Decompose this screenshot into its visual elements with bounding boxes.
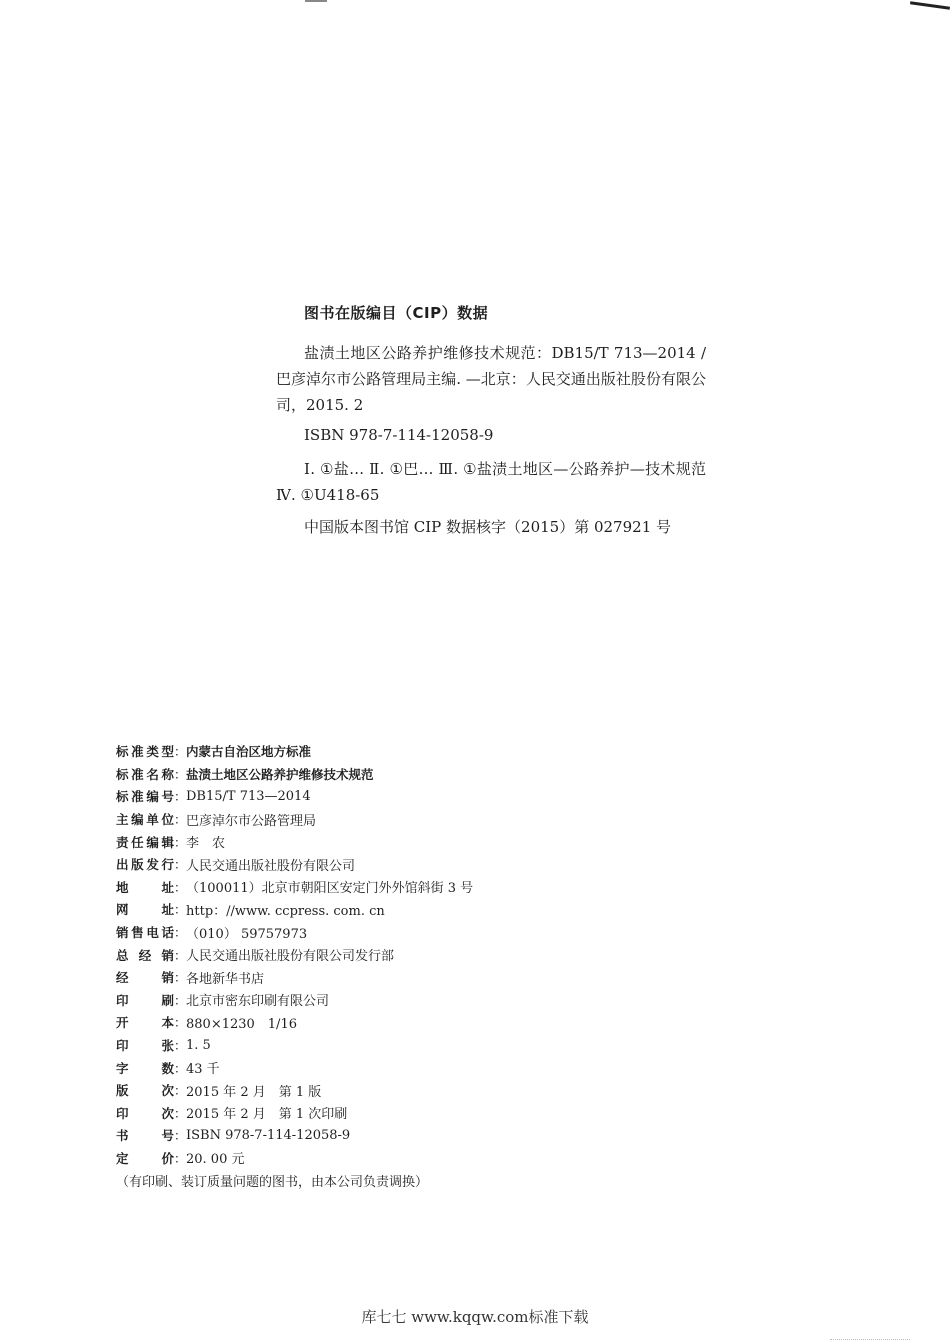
publication-row	[116, 898, 676, 921]
publication-row-colon: ：	[174, 1105, 187, 1121]
publication-row-value: 盐渍土地区公路养护维修技术规范	[186, 766, 374, 782]
publication-row-label: 标 准 编 号	[116, 789, 174, 805]
publication-row	[116, 989, 676, 1012]
cip-description: 盐渍土地区公路养护维修技术规范：DB15/T 713—2014 / 巴彦淖尔市公路管理局主编. —北京：人民交通出版社股份有限公司，2015. 2	[276, 344, 706, 414]
publication-row-label: 开 本	[116, 1015, 174, 1031]
publication-row	[116, 1011, 676, 1034]
publication-row-colon: ：	[174, 902, 187, 918]
publication-row-value: 2015 年 2 月 第 1 次印刷	[186, 1107, 348, 1123]
publication-row-label: 印 张	[116, 1038, 174, 1054]
publication-row-label: 书 号	[116, 1128, 174, 1144]
publication-row-value: （100011）北京市朝阳区安定门外外馆斜街 3 号	[186, 881, 474, 897]
publication-row-value: 内蒙古自治区地方标准	[186, 744, 312, 760]
publication-row	[116, 830, 676, 853]
publication-row-value: 北京市密东印刷有限公司	[186, 994, 330, 1010]
scan-artifact	[830, 1339, 910, 1340]
publication-row	[116, 876, 676, 899]
scan-artifact	[910, 1, 950, 10]
publication-row-label: 销 售 电 话	[116, 925, 174, 941]
footer-watermark: 库七七 www.kqqw.com标准下载	[361, 1308, 589, 1326]
publication-row-value: 880×1230 1/16	[186, 1016, 297, 1032]
publication-row-label: 字 数	[116, 1060, 174, 1076]
publication-row-colon: ：	[174, 1150, 187, 1166]
publication-row-label: 网 址	[116, 902, 174, 918]
publication-row-value: DB15/T 713—2014	[186, 788, 311, 804]
publication-row-label: 版 次	[116, 1083, 174, 1099]
publication-row-label: 出 版 发 行	[116, 857, 174, 873]
publication-row-value: ISBN 978-7-114-12058-9	[186, 1127, 351, 1143]
publication-row-label: 地 址	[116, 879, 174, 895]
publication-row-value: 各地新华书店	[186, 971, 265, 987]
cip-title: 图书在版编目（CIP）数据	[304, 304, 489, 322]
publication-row-colon: ：	[174, 925, 187, 941]
publication-row-colon: ：	[174, 834, 187, 850]
publication-row-label: 印 次	[116, 1105, 174, 1121]
scan-artifact	[305, 0, 327, 2]
publication-row-colon: ：	[174, 789, 187, 805]
publication-row-value: http：//www. ccpress. com. cn	[186, 903, 385, 919]
publication-row-label: 标 准 名 称	[116, 766, 174, 782]
publication-row-colon: ：	[174, 857, 187, 873]
publication-row-colon: ：	[174, 879, 187, 895]
publication-row-label: 主 编 单 位	[116, 812, 174, 828]
publication-row-colon: ：	[174, 1083, 187, 1099]
publication-row	[116, 1124, 676, 1147]
publication-row	[116, 966, 676, 989]
publication-row	[116, 1056, 676, 1079]
publication-row-colon: ：	[174, 1038, 187, 1054]
publication-row	[116, 853, 676, 876]
publication-row	[116, 1147, 676, 1170]
publication-note: （有印刷、装订质量问题的图书，由本公司负责调换）	[116, 1174, 429, 1190]
cip-data-block	[276, 302, 706, 544]
publication-row-label: 责 任 编 辑	[116, 834, 174, 850]
publication-row-value: 人民交通出版社股份有限公司	[186, 858, 356, 874]
publication-rows	[116, 740, 676, 1169]
publication-row	[116, 763, 676, 786]
publication-details	[116, 740, 676, 1191]
cip-record-number: 中国版本图书馆 CIP 数据核字（2015）第 027921 号	[304, 518, 672, 536]
publication-row-value: （010） 59757973	[186, 926, 308, 942]
publication-row-label: 标 准 类 型	[116, 744, 174, 760]
publication-row-colon: ：	[174, 744, 187, 760]
publication-row	[116, 1079, 676, 1102]
publication-row-colon: ：	[174, 812, 187, 828]
publication-row-colon: ：	[174, 1128, 187, 1144]
publication-row-value: 43 千	[186, 1062, 220, 1078]
publication-row	[116, 921, 676, 944]
cip-isbn: ISBN 978-7-114-12058-9	[304, 426, 494, 444]
publication-row-value: 2015 年 2 月 第 1 版	[186, 1084, 322, 1100]
publication-row	[116, 943, 676, 966]
publication-row	[116, 740, 676, 763]
publication-row-colon: ：	[174, 766, 187, 782]
publication-row-colon: ：	[174, 992, 187, 1008]
cip-classification: Ⅰ. ①盐… Ⅱ. ①巴… Ⅲ. ①盐渍土地区—公路养护—技术规范 Ⅳ. ①U418-65	[276, 460, 706, 504]
publication-row-colon: ：	[174, 1060, 187, 1076]
publication-row-colon: ：	[174, 947, 187, 963]
publication-row	[116, 1034, 676, 1057]
publication-row-value: 20. 00 元	[186, 1152, 245, 1168]
publication-row	[116, 1102, 676, 1125]
publication-row	[116, 785, 676, 808]
publication-row-label: 总 经 销	[116, 947, 174, 963]
publication-row-value: 李 农	[186, 836, 226, 852]
publication-row-value: 人民交通出版社股份有限公司发行部	[186, 949, 395, 965]
publication-row-colon: ：	[174, 1015, 187, 1031]
publication-row-label: 定 价	[116, 1150, 174, 1166]
publication-row-label: 经 销	[116, 970, 174, 986]
publication-row-label: 印 刷	[116, 992, 174, 1008]
publication-row-value: 1. 5	[186, 1037, 211, 1053]
publication-row-value: 巴彦淖尔市公路管理局	[186, 813, 317, 829]
publication-row	[116, 808, 676, 831]
publication-row-colon: ：	[174, 970, 187, 986]
